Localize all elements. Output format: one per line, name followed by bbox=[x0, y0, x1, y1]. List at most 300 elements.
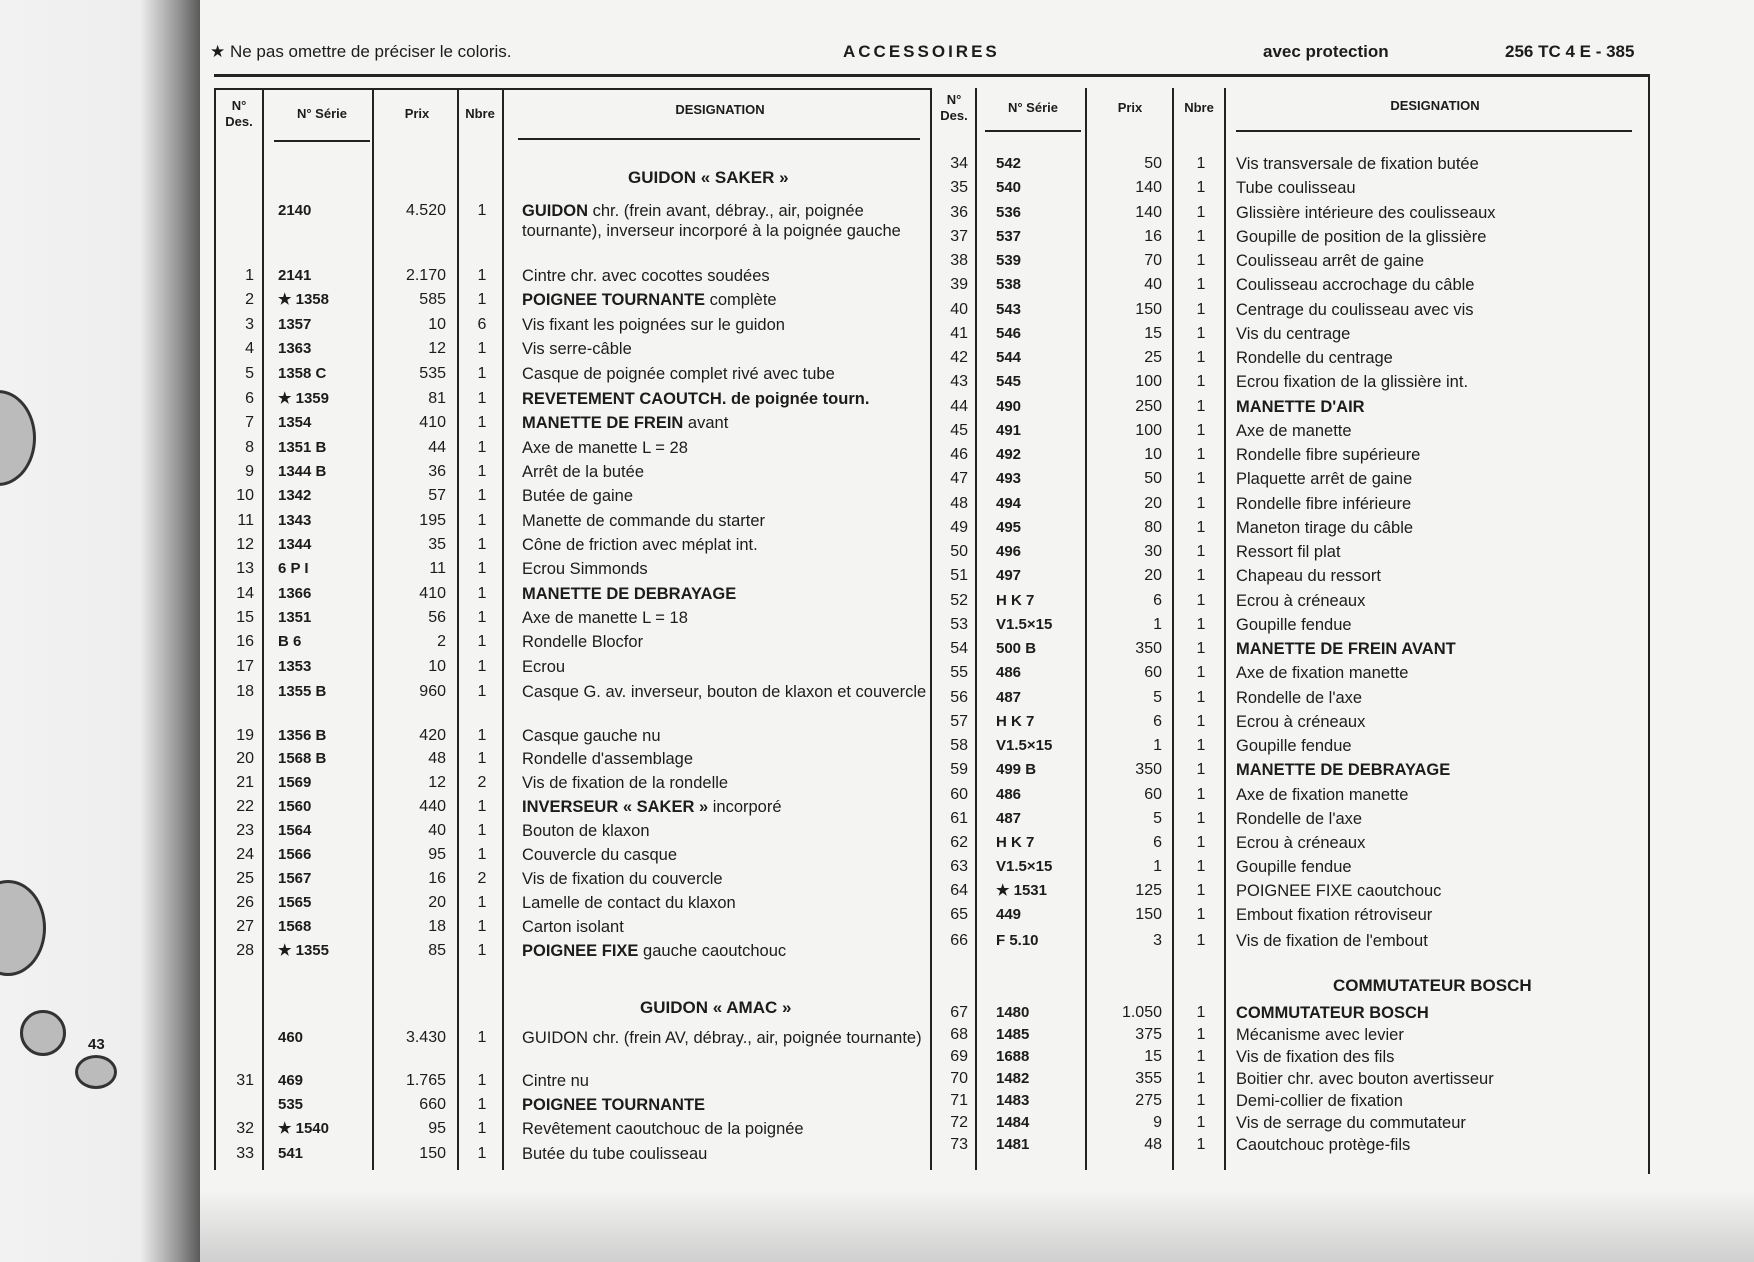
serial-number: 1366 bbox=[278, 585, 312, 602]
serial-number: 2140 bbox=[278, 202, 312, 219]
designation: Goupille de position de la glissière bbox=[1236, 228, 1487, 246]
designation: POIGNEE TOURNANTE complète bbox=[522, 291, 777, 309]
right-col-designation: DESIGNATION bbox=[1390, 98, 1480, 113]
quantity: 1 bbox=[1196, 1114, 1206, 1131]
item-number: 36 bbox=[950, 204, 968, 221]
price: 25 bbox=[1144, 349, 1162, 366]
designation: POIGNEE FIXE gauche caoutchouc bbox=[522, 942, 787, 960]
quantity: 1 bbox=[477, 894, 487, 911]
serial-number: 1342 bbox=[278, 487, 312, 504]
serial-number: 538 bbox=[996, 276, 1022, 293]
table-row bbox=[0, 299, 1754, 321]
designation: Tube coulisseau bbox=[1236, 179, 1356, 197]
left-col-prix: Prix bbox=[404, 106, 430, 121]
quantity: 1 bbox=[1196, 228, 1206, 245]
left-col-designation: DESIGNATION bbox=[675, 102, 765, 117]
serial-number: ★ 1531 bbox=[996, 882, 1047, 899]
left-col-no: N° Des. bbox=[225, 98, 253, 129]
item-number: 40 bbox=[950, 301, 968, 318]
designation: Vis de fixation du couvercle bbox=[522, 870, 723, 888]
right-subheader-rule-serie bbox=[985, 130, 1081, 132]
serial-number: 1568 B bbox=[278, 750, 327, 767]
designation: Ecrou à créneaux bbox=[1236, 592, 1366, 610]
item-number: 37 bbox=[950, 228, 968, 245]
table-row bbox=[0, 638, 1754, 660]
serial-number: 496 bbox=[996, 543, 1022, 560]
designation: Mécanisme avec levier bbox=[1236, 1026, 1404, 1044]
designation: Goupille fendue bbox=[1236, 858, 1352, 876]
price: 95 bbox=[428, 846, 446, 863]
item-number: 20 bbox=[236, 750, 254, 767]
serial-number: 1567 bbox=[278, 870, 312, 887]
quantity: 1 bbox=[477, 487, 487, 504]
table-row bbox=[0, 662, 1754, 684]
quantity: 1 bbox=[1196, 495, 1206, 512]
designation: Goupille fendue bbox=[1236, 616, 1352, 634]
designation: Plaquette arrêt de gaine bbox=[1236, 470, 1413, 488]
item-number: 25 bbox=[236, 870, 254, 887]
quantity: 1 bbox=[477, 942, 487, 959]
table-row bbox=[0, 1090, 1754, 1112]
serial-number: 495 bbox=[996, 519, 1022, 536]
table-row bbox=[0, 565, 1754, 587]
designation: Vis fixant les poignées sur le guidon bbox=[522, 316, 785, 334]
quantity: 1 bbox=[1196, 1026, 1206, 1043]
table-row bbox=[0, 1046, 1754, 1068]
serial-number: 1355 B bbox=[278, 683, 327, 700]
serial-number: F 5.10 bbox=[996, 932, 1039, 949]
price: 10 bbox=[428, 658, 446, 675]
item-number: 1 bbox=[245, 267, 254, 284]
quantity: 1 bbox=[1196, 664, 1206, 681]
designation: GUIDON chr. (frein AV, débray., air, poignée tournante) bbox=[522, 1029, 922, 1047]
serial-number: 487 bbox=[996, 810, 1022, 827]
serial-number: 543 bbox=[996, 301, 1022, 318]
quantity: 1 bbox=[477, 414, 487, 431]
item-number: 31 bbox=[236, 1072, 254, 1089]
designation: REVETEMENT CAOUTCH. de poignée tourn. bbox=[522, 390, 870, 408]
quantity: 1 bbox=[1196, 1092, 1206, 1109]
serial-number: 2141 bbox=[278, 267, 312, 284]
item-number: 51 bbox=[950, 567, 968, 584]
serial-number: 1482 bbox=[996, 1070, 1030, 1087]
quantity: 1 bbox=[477, 846, 487, 863]
price: 410 bbox=[419, 414, 446, 431]
designation: INVERSEUR « SAKER » incorporé bbox=[522, 798, 782, 816]
quantity: 1 bbox=[1196, 737, 1206, 754]
table-row bbox=[0, 371, 1754, 393]
item-number: 69 bbox=[950, 1048, 968, 1065]
table-row bbox=[0, 517, 1754, 539]
designation: Ecrou à créneaux bbox=[1236, 713, 1366, 731]
price: 95 bbox=[428, 1120, 446, 1137]
designation: Rondelle du centrage bbox=[1236, 349, 1393, 367]
designation: Manette de commande du starter bbox=[522, 512, 766, 530]
price: 44 bbox=[428, 439, 446, 456]
item-number: 58 bbox=[950, 737, 968, 754]
price: 15 bbox=[1144, 325, 1162, 342]
table-row bbox=[0, 468, 1754, 490]
table-row bbox=[0, 1068, 1754, 1090]
table-row bbox=[0, 250, 1754, 272]
left-subheader-rule-desc bbox=[518, 138, 920, 140]
quantity: 1 bbox=[477, 1072, 487, 1089]
designation: Cône de friction avec méplat int. bbox=[522, 536, 758, 554]
designation: POIGNEE TOURNANTE bbox=[522, 1096, 706, 1114]
table-row bbox=[0, 735, 1754, 757]
designation: GUIDON chr. (frein avant, débray., air, poignée tournante), inverseur incorporé à la poignée gauche bbox=[522, 202, 901, 240]
serial-number: 1344 bbox=[278, 536, 312, 553]
designation: Ressort fil plat bbox=[1236, 543, 1341, 561]
designation: Caoutchouc protège-fils bbox=[1236, 1136, 1411, 1154]
price: 100 bbox=[1135, 373, 1162, 390]
table-row bbox=[0, 1112, 1754, 1134]
designation: MANETTE DE FREIN avant bbox=[522, 414, 729, 432]
designation: Ecrou bbox=[522, 658, 566, 676]
quantity: 2 bbox=[477, 774, 487, 791]
table-row bbox=[0, 904, 1754, 926]
serial-number: 535 bbox=[278, 1096, 304, 1113]
item-number: 4 bbox=[245, 340, 254, 357]
item-number: 66 bbox=[950, 932, 968, 949]
serial-number: 1484 bbox=[996, 1114, 1030, 1131]
designation: Vis serre-câble bbox=[522, 340, 632, 358]
price: 275 bbox=[1135, 1092, 1162, 1109]
item-number: 33 bbox=[236, 1145, 254, 1162]
quantity: 1 bbox=[477, 1120, 487, 1137]
left-col-nbre: Nbre bbox=[465, 106, 495, 121]
item-number: 16 bbox=[236, 633, 254, 650]
price: 150 bbox=[419, 1145, 446, 1162]
serial-number: ★ 1540 bbox=[278, 1120, 329, 1137]
table-row bbox=[0, 856, 1754, 878]
quantity: 1 bbox=[1196, 446, 1206, 463]
serial-number: 499 B bbox=[996, 761, 1037, 778]
item-number: 52 bbox=[950, 592, 968, 609]
serial-number: 1564 bbox=[278, 822, 312, 839]
right-subheader-rule-desc bbox=[1236, 130, 1632, 132]
figure-number: 43 bbox=[88, 1036, 105, 1053]
serial-number: 1481 bbox=[996, 1136, 1030, 1153]
price: 57 bbox=[428, 487, 446, 504]
price: 585 bbox=[419, 291, 446, 308]
item-number: 10 bbox=[236, 487, 254, 504]
serial-number: H K 7 bbox=[996, 834, 1035, 851]
designation: Rondelle de l'axe bbox=[1236, 689, 1363, 707]
serial-number: 1688 bbox=[996, 1048, 1030, 1065]
quantity: 1 bbox=[477, 658, 487, 675]
price: 40 bbox=[1144, 276, 1162, 293]
price: 5 bbox=[1153, 689, 1162, 706]
quantity: 1 bbox=[1196, 713, 1206, 730]
table-row bbox=[0, 226, 1754, 248]
price: 140 bbox=[1135, 179, 1162, 196]
left-col-serie: N° Série bbox=[296, 106, 347, 121]
price: 1 bbox=[1153, 858, 1162, 875]
serial-number: 497 bbox=[996, 567, 1022, 584]
item-number: 12 bbox=[236, 536, 254, 553]
item-number: 21 bbox=[236, 774, 254, 791]
price: 1 bbox=[1153, 737, 1162, 754]
serial-number: 1353 bbox=[278, 658, 312, 675]
price: 10 bbox=[428, 316, 446, 333]
serial-number: 1483 bbox=[996, 1092, 1030, 1109]
item-number: 59 bbox=[950, 761, 968, 778]
item-number: 62 bbox=[950, 834, 968, 851]
designation: Cintre nu bbox=[522, 1072, 589, 1090]
quantity: 1 bbox=[1196, 689, 1206, 706]
serial-number: V1.5×15 bbox=[996, 616, 1053, 633]
designation: Demi-collier de fixation bbox=[1236, 1092, 1403, 1110]
price: 15 bbox=[1144, 1048, 1162, 1065]
table-row bbox=[0, 590, 1754, 612]
table-row bbox=[0, 541, 1754, 563]
item-number: 22 bbox=[236, 798, 254, 815]
price: 3 bbox=[1153, 932, 1162, 949]
quantity: 1 bbox=[477, 439, 487, 456]
serial-number: 1357 bbox=[278, 316, 312, 333]
table-row bbox=[0, 153, 1754, 175]
designation: Axe de fixation manette bbox=[1236, 786, 1409, 804]
designation: Rondelle de l'axe bbox=[1236, 810, 1363, 828]
item-number: 24 bbox=[236, 846, 254, 863]
section-commutateur-bosch: COMMUTATEUR BOSCH bbox=[1333, 976, 1532, 995]
price: 81 bbox=[428, 390, 446, 407]
designation: Rondelle d'assemblage bbox=[522, 750, 694, 768]
table-row bbox=[0, 880, 1754, 902]
item-number: 15 bbox=[236, 609, 254, 626]
quantity: 1 bbox=[477, 918, 487, 935]
item-number: 44 bbox=[950, 398, 968, 415]
price: 12 bbox=[428, 340, 446, 357]
price: 1.765 bbox=[405, 1072, 446, 1089]
designation: Lamelle de contact du klaxon bbox=[522, 894, 736, 912]
price: 16 bbox=[428, 870, 446, 887]
section-guidon-amac: GUIDON « AMAC » bbox=[640, 998, 792, 1017]
price: 11 bbox=[429, 560, 446, 577]
quantity: 1 bbox=[1196, 325, 1206, 342]
designation: Ecrou Simmonds bbox=[522, 560, 648, 578]
price: 50 bbox=[1144, 470, 1162, 487]
designation: Boitier chr. avec bouton avertisseur bbox=[1236, 1070, 1494, 1088]
quantity: 1 bbox=[1196, 592, 1206, 609]
designation: Casque gauche nu bbox=[522, 727, 661, 745]
price: 40 bbox=[428, 822, 446, 839]
item-number: 60 bbox=[950, 786, 968, 803]
item-number: 55 bbox=[950, 664, 968, 681]
quantity: 1 bbox=[477, 463, 487, 480]
left-header-rule bbox=[214, 88, 930, 90]
price: 85 bbox=[428, 942, 446, 959]
table-row bbox=[0, 930, 1754, 952]
item-number: 19 bbox=[236, 727, 254, 744]
price: 5 bbox=[1153, 810, 1162, 827]
quantity: 1 bbox=[477, 291, 487, 308]
price: 350 bbox=[1135, 761, 1162, 778]
price: 16 bbox=[1144, 228, 1162, 245]
item-number: 28 bbox=[236, 942, 254, 959]
item-number: 72 bbox=[950, 1114, 968, 1131]
price: 60 bbox=[1144, 664, 1162, 681]
quantity: 1 bbox=[1196, 882, 1206, 899]
price: 150 bbox=[1135, 301, 1162, 318]
quantity: 1 bbox=[1196, 1136, 1206, 1153]
price: 100 bbox=[1135, 422, 1162, 439]
serial-number: 541 bbox=[278, 1145, 304, 1162]
designation: Axe de manette bbox=[1236, 422, 1352, 440]
price: 420 bbox=[419, 727, 446, 744]
price: 56 bbox=[428, 609, 446, 626]
price: 195 bbox=[419, 512, 446, 529]
page-bottom-shadow bbox=[200, 1190, 1754, 1262]
serial-number: 537 bbox=[996, 228, 1022, 245]
serial-number: 1566 bbox=[278, 846, 312, 863]
quantity: 1 bbox=[477, 536, 487, 553]
item-number: 68 bbox=[950, 1026, 968, 1043]
price: 50 bbox=[1144, 155, 1162, 172]
serial-number: 1363 bbox=[278, 340, 312, 357]
designation: Glissière intérieure des coulisseaux bbox=[1236, 204, 1496, 222]
designation: MANETTE DE DEBRAYAGE bbox=[1236, 761, 1451, 779]
price: 20 bbox=[428, 894, 446, 911]
quantity: 1 bbox=[477, 609, 487, 626]
price: 375 bbox=[1135, 1026, 1162, 1043]
price: 60 bbox=[1144, 786, 1162, 803]
designation: Centrage du coulisseau avec vis bbox=[1236, 301, 1474, 319]
item-number: 27 bbox=[236, 918, 254, 935]
serial-number: 490 bbox=[996, 398, 1022, 415]
serial-number: ★ 1358 bbox=[278, 291, 329, 308]
item-number: 39 bbox=[950, 276, 968, 293]
item-number: 67 bbox=[950, 1004, 968, 1021]
serial-number: 1351 bbox=[278, 609, 312, 626]
serial-number: 1356 B bbox=[278, 727, 327, 744]
quantity: 1 bbox=[1196, 834, 1206, 851]
serial-number: 544 bbox=[996, 349, 1022, 366]
designation: Rondelle fibre supérieure bbox=[1236, 446, 1421, 464]
quantity: 1 bbox=[1196, 761, 1206, 778]
page-title: ACCESSOIRES bbox=[843, 42, 1000, 61]
serial-number: 540 bbox=[996, 179, 1022, 196]
item-number: 61 bbox=[950, 810, 968, 827]
serial-number: V1.5×15 bbox=[996, 737, 1053, 754]
designation: Axe de manette L = 18 bbox=[522, 609, 688, 627]
item-number: 23 bbox=[236, 822, 254, 839]
designation: Coulisseau arrêt de gaine bbox=[1236, 252, 1425, 270]
quantity: 1 bbox=[1196, 349, 1206, 366]
quantity: 1 bbox=[1196, 155, 1206, 172]
table-row bbox=[0, 323, 1754, 345]
quantity: 1 bbox=[1196, 179, 1206, 196]
quantity: 1 bbox=[1196, 1004, 1206, 1021]
designation: Rondelle Blocfor bbox=[522, 633, 644, 651]
section-guidon-saker: GUIDON « SAKER » bbox=[628, 168, 789, 187]
quantity: 1 bbox=[477, 727, 487, 744]
quantity: 6 bbox=[477, 316, 487, 333]
item-number: 43 bbox=[950, 373, 968, 390]
designation: Casque de poignée complet rivé avec tube bbox=[522, 365, 835, 383]
serial-number: 1344 B bbox=[278, 463, 327, 480]
price: 355 bbox=[1135, 1070, 1162, 1087]
table-row bbox=[0, 784, 1754, 806]
item-number: 70 bbox=[950, 1070, 968, 1087]
price: 250 bbox=[1135, 398, 1162, 415]
designation: Vis de fixation de l'embout bbox=[1236, 932, 1428, 950]
designation: Butée de gaine bbox=[522, 487, 634, 505]
designation: Bouton de klaxon bbox=[522, 822, 650, 840]
price: 4.520 bbox=[405, 202, 446, 219]
right-col-nbre: Nbre bbox=[1184, 100, 1214, 115]
right-col-serie: N° Série bbox=[1007, 100, 1058, 115]
price: 70 bbox=[1144, 252, 1162, 269]
price: 30 bbox=[1144, 543, 1162, 560]
left-subheader-rule-serie bbox=[274, 140, 370, 142]
quantity: 1 bbox=[1196, 204, 1206, 221]
table-row bbox=[0, 347, 1754, 369]
item-number: 3 bbox=[245, 316, 254, 333]
designation: Ecrou fixation de la glissière int. bbox=[1236, 373, 1469, 391]
price: 410 bbox=[419, 585, 446, 602]
serial-number: 545 bbox=[996, 373, 1022, 390]
quantity: 1 bbox=[1196, 519, 1206, 536]
price: 9 bbox=[1153, 1114, 1162, 1131]
price: 350 bbox=[1135, 640, 1162, 657]
price: 440 bbox=[419, 798, 446, 815]
table-row bbox=[0, 1024, 1754, 1046]
designation: Maneton tirage du câble bbox=[1236, 519, 1414, 537]
item-number: 2 bbox=[245, 291, 254, 308]
designation: POIGNEE FIXE caoutchouc bbox=[1236, 882, 1442, 900]
quantity: 1 bbox=[477, 512, 487, 529]
serial-number: H K 7 bbox=[996, 592, 1035, 609]
table-row bbox=[0, 1134, 1754, 1156]
table-row bbox=[0, 493, 1754, 515]
header-rule bbox=[214, 74, 1650, 77]
quantity: 1 bbox=[1196, 1070, 1206, 1087]
item-number: 13 bbox=[236, 560, 254, 577]
quantity: 1 bbox=[1196, 398, 1206, 415]
quantity: 1 bbox=[1196, 301, 1206, 318]
item-number: 65 bbox=[950, 906, 968, 923]
quantity: 1 bbox=[1196, 932, 1206, 949]
quantity: 1 bbox=[1196, 810, 1206, 827]
table-row bbox=[0, 808, 1754, 830]
designation: Axe de manette L = 28 bbox=[522, 439, 688, 457]
quantity: 1 bbox=[1196, 567, 1206, 584]
table-row bbox=[0, 420, 1754, 442]
item-number: 6 bbox=[245, 390, 254, 407]
quantity: 1 bbox=[477, 750, 487, 767]
quantity: 1 bbox=[477, 633, 487, 650]
price: 150 bbox=[1135, 906, 1162, 923]
price: 20 bbox=[1144, 495, 1162, 512]
table-row bbox=[0, 759, 1754, 781]
item-number: 56 bbox=[950, 689, 968, 706]
item-number: 18 bbox=[236, 683, 254, 700]
price: 3.430 bbox=[405, 1029, 446, 1046]
price: 6 bbox=[1153, 713, 1162, 730]
serial-number: 449 bbox=[996, 906, 1022, 923]
designation: Arrêt de la butée bbox=[522, 463, 644, 481]
price: 125 bbox=[1135, 882, 1162, 899]
quantity: 1 bbox=[1196, 616, 1206, 633]
designation: Axe de fixation manette bbox=[1236, 664, 1409, 682]
item-number: 11 bbox=[237, 512, 254, 529]
table-row bbox=[0, 396, 1754, 418]
designation: Ecrou à créneaux bbox=[1236, 834, 1366, 852]
item-number: 35 bbox=[950, 179, 968, 196]
designation: Butée du tube coulisseau bbox=[522, 1145, 708, 1163]
